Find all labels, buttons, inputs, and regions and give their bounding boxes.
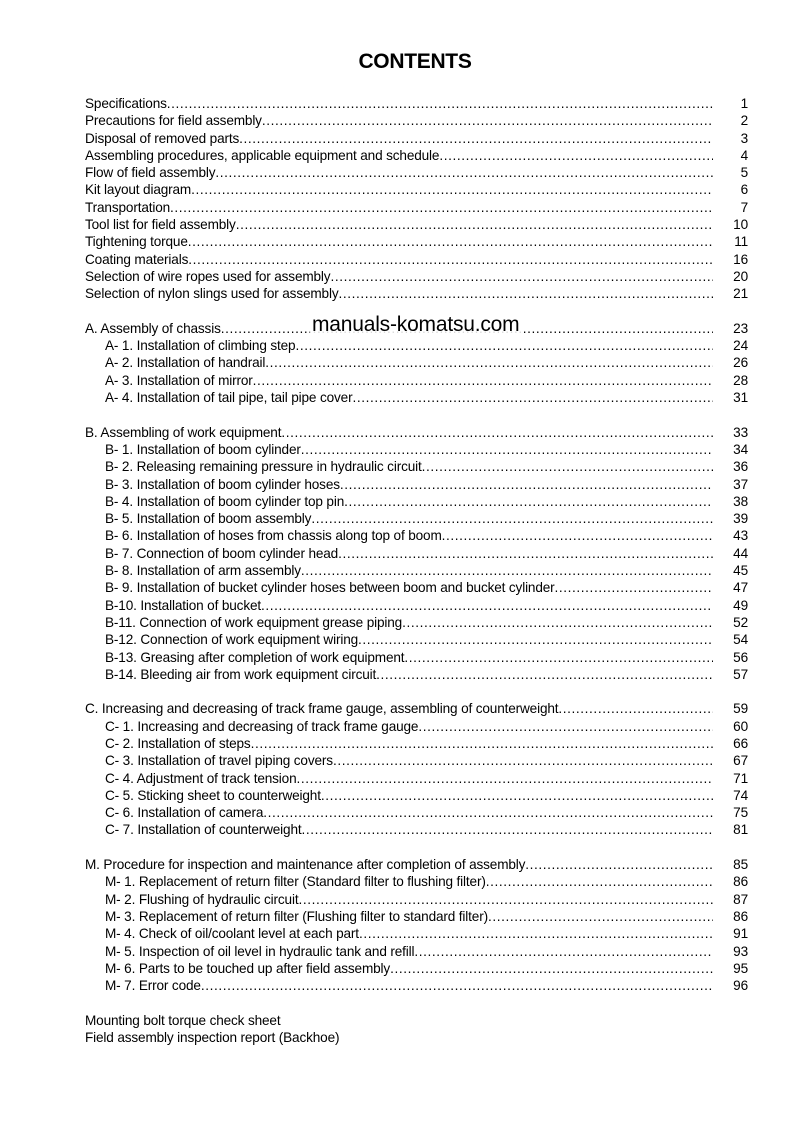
toc-entry[interactable] <box>85 493 748 510</box>
dot-leader <box>442 527 713 544</box>
toc-entry-label: M- 5. Inspection of oil level in hydraulic tank and refill <box>105 943 415 959</box>
toc-entry-page: 28 <box>733 372 748 388</box>
toc-section <box>85 1012 748 1047</box>
dot-leader <box>321 787 713 804</box>
toc-entry[interactable] <box>85 268 748 285</box>
toc-entry-label: C- 6. Installation of camera <box>105 805 264 821</box>
toc-entry-label: B- 5. Installation of boom assembly <box>105 511 312 527</box>
toc-entry-page: 1 <box>740 96 748 111</box>
toc-entry-label: M- 3. Replacement of return filter (Flushing filter to standard filter) <box>105 908 488 924</box>
toc-entry-label: B- 9. Installation of bucket cylinder hoses between boom and bucket cylinder <box>105 580 555 596</box>
toc-section <box>85 856 748 994</box>
toc-entry[interactable] <box>85 891 748 908</box>
toc-entry-label: Specifications <box>85 96 167 111</box>
dot-leader <box>297 770 714 787</box>
dot-leader <box>404 649 713 666</box>
toc-entry[interactable] <box>85 943 748 960</box>
dot-leader <box>340 476 713 493</box>
toc-entry[interactable] <box>85 856 748 873</box>
toc-entry[interactable] <box>85 718 748 735</box>
toc-entry[interactable] <box>85 527 748 544</box>
dot-leader <box>265 354 713 371</box>
dot-leader <box>251 735 713 752</box>
toc-entry-label: B. Assembling of work equipment <box>85 424 282 440</box>
toc-entry-page: 87 <box>733 891 748 907</box>
toc-entry[interactable] <box>85 631 748 648</box>
dot-leader <box>488 908 713 925</box>
toc-entry[interactable] <box>85 873 748 890</box>
toc-entry-label: B- 4. Installation of boom cylinder top pin <box>105 493 345 509</box>
dot-leader <box>359 925 713 942</box>
toc-entry-label: Selection of wire ropes used for assembly <box>85 268 331 284</box>
dot-leader <box>422 458 713 475</box>
toc-entry-label: Coating materials <box>85 251 189 267</box>
watermark: manuals-komatsu.com <box>312 313 520 336</box>
toc-entry-label: Assembling procedures, applicable equipment and schedule <box>85 147 440 163</box>
toc-entry[interactable] <box>85 112 748 129</box>
dot-leader <box>344 493 713 510</box>
toc-entry-page: 59 <box>733 701 748 717</box>
toc-entry-label: M- 4. Check of oil/coolant level at each part <box>105 926 359 942</box>
toc-entry-page: 21 <box>733 286 748 302</box>
toc-entry-label: A- 2. Installation of handrail <box>105 355 266 371</box>
dot-leader <box>170 199 713 216</box>
toc-entry-label: A. Assembly of chassis <box>85 320 221 336</box>
toc-entry[interactable] <box>85 770 748 787</box>
dot-leader <box>558 700 713 717</box>
toc-entry-page: 93 <box>733 943 748 959</box>
toc-entry-page: 33 <box>733 424 748 440</box>
toc-entry[interactable] <box>85 458 748 475</box>
dot-leader <box>338 285 713 302</box>
toc-entry[interactable] <box>85 216 748 233</box>
toc-entry[interactable] <box>85 908 748 925</box>
dot-leader <box>486 873 713 890</box>
toc-entry-label: C- 3. Installation of travel piping covers <box>105 753 333 769</box>
toc-entry-label: B- 1. Installation of boom cylinder <box>105 441 301 457</box>
toc-entry[interactable] <box>85 1012 748 1029</box>
toc-entry-page: 67 <box>733 753 748 769</box>
toc-entry-label: C- 5. Sticking sheet to counterweight <box>105 787 321 803</box>
dot-leader <box>376 666 713 683</box>
dot-leader <box>390 960 713 977</box>
toc-entry-page: 11 <box>734 234 748 250</box>
dot-leader <box>261 597 713 614</box>
toc-entry-label: B-13. Greasing after completion of work equipment <box>105 649 405 665</box>
toc-entry[interactable] <box>85 735 748 752</box>
toc-entry-label: M- 6. Parts to be touched up after field assembly <box>105 960 391 976</box>
dot-leader <box>167 95 713 112</box>
toc-entry-page: 86 <box>733 874 748 890</box>
toc-entry[interactable] <box>85 389 748 406</box>
dot-leader <box>358 631 713 648</box>
toc-entry[interactable] <box>85 649 748 666</box>
toc-entry-label: Mounting bolt torque check sheet <box>85 1012 281 1028</box>
toc-entry-label: B- 7. Connection of boom cylinder head <box>105 545 339 561</box>
toc-entry-label: A- 3. Installation of mirror <box>105 372 253 388</box>
toc-section <box>85 424 748 683</box>
toc-entry-label: B- 2. Releasing remaining pressure in hydraulic circuit <box>105 459 422 475</box>
toc-entry-page: 31 <box>733 390 748 406</box>
toc-entry-label: B-10. Installation of bucket <box>105 597 261 613</box>
toc-entry-page: 24 <box>733 338 748 354</box>
toc-entry[interactable] <box>85 545 748 562</box>
toc-entry[interactable] <box>85 925 748 942</box>
toc-entry-page: 3 <box>740 130 748 146</box>
dot-leader <box>333 752 713 769</box>
toc-entry-page: 96 <box>733 978 748 994</box>
toc-entry[interactable] <box>85 251 748 268</box>
dot-leader <box>262 112 713 129</box>
toc-entry-page: 44 <box>733 545 748 561</box>
toc-entry[interactable] <box>85 579 748 596</box>
toc-entry-label: B- 3. Installation of boom cylinder hoses <box>105 476 340 492</box>
toc-entry-page: 66 <box>733 735 748 751</box>
toc-entry-page: 45 <box>733 563 748 579</box>
toc-entry-page: 23 <box>733 320 748 336</box>
toc-entry-page: 95 <box>733 960 748 976</box>
dot-leader <box>295 337 713 354</box>
toc-entry[interactable] <box>85 95 748 112</box>
toc-entry-page: 57 <box>733 666 748 682</box>
toc-entry[interactable] <box>85 821 748 838</box>
toc-entry[interactable] <box>85 354 748 371</box>
toc-entry-page: 38 <box>733 493 748 509</box>
dot-leader <box>525 856 713 873</box>
toc-entry-label: A- 1. Installation of climbing step <box>105 338 296 354</box>
toc-entry-label: Transportation <box>85 199 171 215</box>
toc-entry[interactable] <box>85 199 748 216</box>
toc-entry-label: C- 7. Installation of counterweight <box>105 822 302 838</box>
toc-entry-label: B-14. Bleeding air from work equipment circuit <box>105 666 377 682</box>
dot-leader <box>215 164 713 181</box>
toc-entry-page: 34 <box>733 441 748 457</box>
page-title: CONTENTS <box>358 50 472 73</box>
toc-entry-label: C- 4. Adjustment of track tension <box>105 770 297 786</box>
toc-entry-label: Selection of nylon slings used for assembly <box>85 286 339 302</box>
toc-entry-label: M. Procedure for inspection and maintenance after completion of assembly <box>85 857 526 873</box>
toc-entry-page: 81 <box>733 822 748 838</box>
toc-entry-label: M- 1. Replacement of return filter (Standard filter to flushing filter) <box>105 874 486 890</box>
toc-entry[interactable] <box>85 562 748 579</box>
toc-entry-label: B-12. Connection of work equipment wiring <box>105 632 359 648</box>
toc-entry-page: 4 <box>740 147 748 163</box>
toc-entry[interactable] <box>85 476 748 493</box>
dot-leader <box>263 804 713 821</box>
toc-entry-label: Disposal of removed parts <box>85 130 240 146</box>
toc-entry[interactable] <box>85 337 748 354</box>
toc-entry[interactable] <box>85 977 748 994</box>
toc-entry[interactable] <box>85 147 748 164</box>
toc-section <box>85 700 748 838</box>
toc-entry-label: Tool list for field assembly <box>85 217 236 233</box>
toc-entry-label: Tightening torque <box>85 234 188 250</box>
toc-entry-label: B- 6. Installation of hoses from chassis along top of boom <box>105 528 442 544</box>
toc-entry[interactable] <box>85 424 748 441</box>
toc-entry-page: 49 <box>733 597 748 613</box>
dot-leader <box>301 562 713 579</box>
toc-entry-page: 36 <box>733 459 748 475</box>
toc-entry[interactable] <box>85 510 748 527</box>
dot-leader <box>188 251 713 268</box>
toc-entry-label: C- 2. Installation of steps <box>105 735 251 751</box>
dot-leader <box>352 389 713 406</box>
dot-leader <box>253 372 713 389</box>
toc-entry[interactable] <box>85 164 748 181</box>
dot-leader <box>439 147 713 164</box>
toc-entry-label: C. Increasing and decreasing of track frame gauge, assembling of counterweight <box>85 701 559 717</box>
dot-leader <box>402 614 713 631</box>
toc-entry-page: 39 <box>733 511 748 527</box>
toc-entry-page: 52 <box>733 614 748 630</box>
toc-entry-page: 71 <box>733 770 748 786</box>
toc-entry-page: 16 <box>733 251 748 267</box>
dot-leader <box>555 579 713 596</box>
dot-leader <box>338 545 713 562</box>
dot-leader <box>330 268 713 285</box>
toc-entry[interactable] <box>85 285 748 302</box>
toc-entry[interactable] <box>85 130 748 147</box>
toc-entry-page: 85 <box>733 857 748 873</box>
dot-leader <box>239 130 713 147</box>
dot-leader <box>414 943 713 960</box>
toc-entry-page: 26 <box>733 355 748 371</box>
toc-entry[interactable] <box>85 960 748 977</box>
toc-entry-label: B-11. Connection of work equipment grease piping <box>105 614 403 630</box>
toc-entry-page: 74 <box>733 787 748 803</box>
toc-entry[interactable] <box>85 666 748 683</box>
dot-leader <box>188 233 713 250</box>
toc-entry-label: B- 8. Installation of arm assembly <box>105 563 301 579</box>
dot-leader <box>311 510 713 527</box>
toc-entry-label: Field assembly inspection report (Backhoe) <box>85 1030 340 1046</box>
toc-entry[interactable] <box>85 752 748 769</box>
dot-leader <box>281 424 713 441</box>
toc-entry-label: Precautions for field assembly <box>85 113 262 129</box>
toc-entry-label: A- 4. Installation of tail pipe, tail pipe cover <box>105 390 353 406</box>
table-of-contents <box>85 95 748 1064</box>
dot-leader <box>236 216 713 233</box>
toc-entry-page: 75 <box>733 805 748 821</box>
toc-entry-page: 54 <box>733 632 748 648</box>
toc-entry[interactable] <box>85 441 748 458</box>
toc-entry-page: 60 <box>733 718 748 734</box>
toc-entry-page: 2 <box>740 113 748 129</box>
toc-entry[interactable] <box>85 1029 748 1046</box>
toc-entry-label: Kit layout diagram <box>85 182 192 198</box>
toc-entry-label: Flow of field assembly <box>85 165 216 181</box>
toc-entry[interactable] <box>85 804 748 821</box>
toc-entry-page: 20 <box>733 268 748 284</box>
toc-entry-label: C- 1. Increasing and decreasing of track frame gauge <box>105 718 419 734</box>
toc-entry-page: 56 <box>733 649 748 665</box>
toc-entry-page: 43 <box>733 528 748 544</box>
dot-leader <box>298 891 713 908</box>
toc-entry-label: M- 2. Flushing of hydraulic circuit <box>105 891 299 907</box>
toc-entry[interactable] <box>85 597 748 614</box>
toc-entry[interactable] <box>85 233 748 250</box>
toc-entry[interactable] <box>85 614 748 631</box>
dot-leader <box>418 718 713 735</box>
dot-leader <box>201 977 713 994</box>
toc-entry[interactable] <box>85 700 748 717</box>
toc-section <box>85 95 748 303</box>
toc-entry-page: 37 <box>733 476 748 492</box>
toc-entry-page: 7 <box>740 199 748 215</box>
dot-leader <box>302 821 714 838</box>
toc-entry-page: 5 <box>740 165 748 181</box>
dot-leader <box>191 181 713 198</box>
toc-entry-page: 6 <box>740 182 748 198</box>
toc-entry[interactable] <box>85 181 748 198</box>
toc-entry-page: 47 <box>733 580 748 596</box>
dot-leader <box>301 441 713 458</box>
toc-entry[interactable] <box>85 372 748 389</box>
toc-entry-label: M- 7. Error code <box>105 978 201 994</box>
toc-entry[interactable] <box>85 787 748 804</box>
toc-entry-page: 91 <box>733 926 748 942</box>
toc-entry-page: 86 <box>733 908 748 924</box>
toc-entry-page: 10 <box>733 217 748 233</box>
